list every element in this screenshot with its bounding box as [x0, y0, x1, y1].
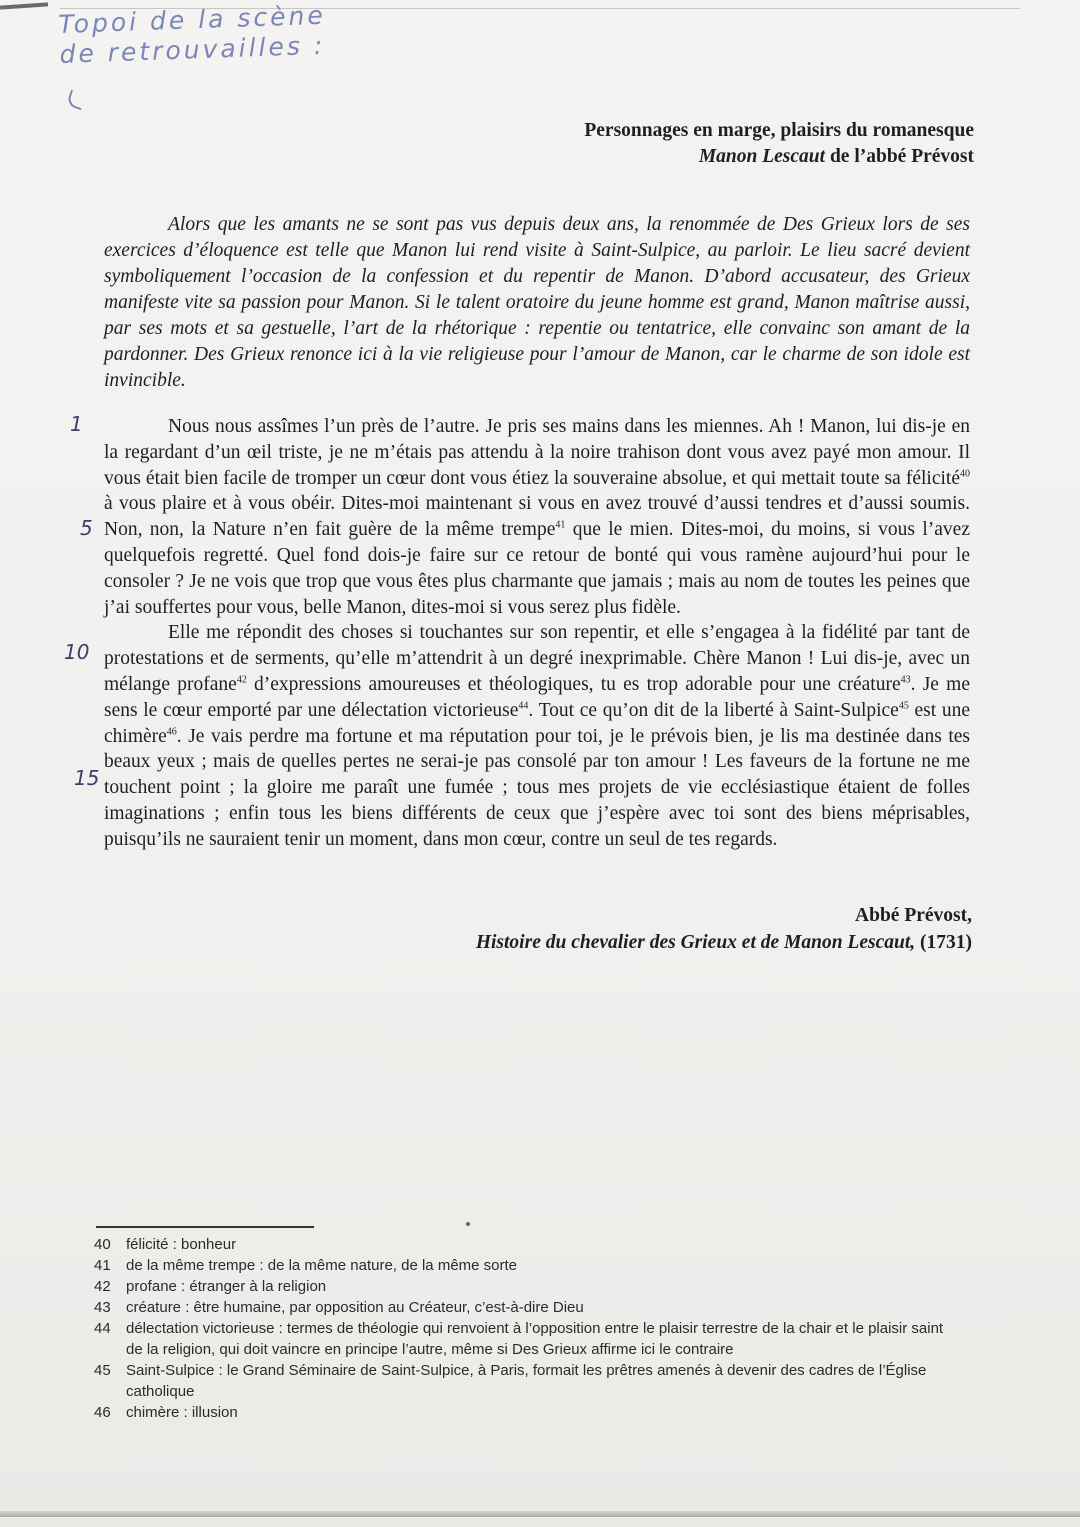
excerpt-text-run: que le mien. Dites-moi, du moins, si vous l’avez quelquefois regretté. Quel fond dois-je faire sur ce retour de bonté qui vous ramène aujourd’hui pour le consoler ? Je ne vois que trop que vous êtes plus charmante que jamais ; mais au nom de toutes les peines que j’ai souffertes pour vous, belle Manon, dites-moi si vous serez plus fidèle.: [104, 519, 970, 618]
excerpt-text: [104, 414, 970, 853]
excerpt-text-run: . Je vais perdre ma fortune et ma réputation pour toi, je le prévois bien, je lis ma destinée dans tes beaux yeux ; mais de quelles pertes ne serai-je pas consolé par ton amour ! Les faveurs de la fortune ne me touchent point ; la gloire me paraît une fumée ; tous mes projets de vie ecclésiastique étaient de folles imaginations ; enfin tous les biens différents de ceux que j’espère avec toi sont des biens méprisables, puisqu’ils ne sauraient tenir un moment, dans mon cœur, contre un seul de tes regards.: [104, 725, 970, 850]
excerpt-text-run: est une chimère: [104, 699, 971, 747]
footnote-ref: 45: [898, 700, 909, 712]
footnote-item: [94, 1276, 954, 1297]
line-number-5: 5: [80, 516, 93, 540]
footnote-item: [94, 1402, 954, 1423]
footnote-item: [94, 1255, 954, 1276]
document-header: [584, 118, 974, 170]
footnote-ref: 44: [518, 700, 529, 712]
attribution-book: [476, 929, 972, 956]
footnote-number: 40: [94, 1236, 111, 1253]
footnote-number: 41: [94, 1257, 111, 1274]
footnote-text: profane : étranger à la religion: [126, 1278, 327, 1295]
source-attribution: [476, 902, 972, 956]
intro-paragraph: Alors que les amants ne se sont pas vus depuis deux ans, la renommée de Des Grieux lors de ses exercices d’éloquence est telle que Manon lui rend visite à Saint-Sulpice, au parloir. Le lieu sacré devient symboliquement l’occasion de la confession et du repentir de Manon. D’abord accusateur, des Grieux manifeste vite sa passion pour Manon. Si le talent oratoire du jeune homme est grand, Manon maîtrise aussi, par ses mots et sa gestuelle, l’art de la rhétorique : repentie ou tentatrice, elle convainc son amant de la pardonner. Des Grieux renonce ici à la vie religieuse pour l’amour de Manon, car le charme de son idole est invincible.: [104, 214, 970, 391]
header-theme: Personnages en marge, plaisirs du romanesque: [584, 120, 974, 141]
footnote-ref: 41: [555, 519, 566, 531]
excerpt-text-run: Nous nous assîmes l’un près de l’autre. Je pris ses mains dans les miennes. Ah ! Manon, lui dis-je en la regardant d’un œil triste, je ne m’étais pas attendu à la noire trahison dont vous avez payé mon amour. Il vous était bien facile de tromper un cœur dont vous étiez la souveraine absolue, et qui mettait toute sa félicité: [104, 416, 970, 489]
excerpt-text-run: à vous plaire et à vous obéir. Dites-moi maintenant si vous en avez trouvé d’aussi tendres et d’aussi soumis. Non, non, la Nature n’en fait guère de la même trempe: [104, 493, 970, 541]
attribution-author: Abbé Prévost,: [855, 905, 972, 926]
footnote-text: créature : être humaine, par opposition au Créateur, c’est-à-dire Dieu: [126, 1299, 584, 1316]
footnote-item: [94, 1234, 954, 1255]
header-work-author: de l’abbé Prévost: [825, 146, 974, 167]
handwritten-note: [58, 0, 480, 70]
page-corner-mark: [0, 2, 48, 9]
excerpt-paragraph-1: [104, 414, 970, 620]
footnote-text: chimère : illusion: [126, 1404, 238, 1421]
attribution-book-title: Histoire du chevalier des Grieux et de Manon Lescaut,: [475, 932, 916, 953]
scan-speck: [466, 1222, 470, 1226]
line-number-1: 1: [70, 412, 83, 436]
footnote-ref: 42: [236, 674, 247, 686]
footnote-number: 45: [94, 1362, 111, 1379]
footnote-ref: 40: [960, 468, 970, 480]
footnotes: [94, 1234, 954, 1423]
excerpt-text-run: d’expressions amoureuses et théologiques, tu es trop adorable pour une créature: [246, 673, 901, 695]
line-number-10: 10: [64, 640, 90, 664]
footnote-text: félicité : bonheur: [126, 1236, 237, 1253]
footnote-text: Saint-Sulpice : le Grand Séminaire de Saint-Sulpice, à Paris, formait les prêtres amenés à devenir des cadres de l’Église catholique: [126, 1362, 927, 1400]
footnote-text: de la même trempe : de la même nature, de la même sorte: [126, 1257, 518, 1274]
footnote-number: 46: [94, 1404, 111, 1421]
excerpt-text-run: . Tout ce qu’on dit de la liberté à Saint-Sulpice: [528, 699, 899, 721]
page-bottom-edge: [0, 1511, 1080, 1517]
header-work: [584, 144, 974, 170]
footnote-ref: 46: [166, 726, 177, 738]
footnote-number: 42: [94, 1278, 111, 1295]
handwritten-note-line2: de retrouvailles :: [59, 30, 326, 69]
footnote-item: [94, 1318, 954, 1360]
footnote-separator: [96, 1226, 314, 1228]
excerpt-paragraph-2: [104, 620, 970, 852]
excerpt-text-run: Elle me répondit des choses si touchantes sur son repentir, et elle s’engagea à la fidélité par tant de protestations et de serments, qu’elle m’attendrit à un degré inexprimable. Chère Manon ! Lui dis-je, avec un mélange profane: [104, 622, 970, 695]
line-number-15: 15: [74, 766, 100, 790]
footnote-text: délectation victorieuse : termes de théologie qui renvoient à l’opposition entre le plaisir terrestre de la chair et le plaisir saint de la religion, qui doit vaincre en principe l’autre, même si Des Grieux affirme ici le contraire: [126, 1320, 944, 1358]
footnote-ref: 43: [900, 674, 911, 686]
handwritten-mark: [66, 90, 87, 111]
footnote-number: 44: [94, 1320, 111, 1337]
handwritten-note-line1: Topoi de la scène: [58, 0, 327, 39]
excerpt-text-run: . Je me sens le cœur emporté par une délectation victorieuse: [104, 673, 970, 721]
attribution-year: (1731): [915, 932, 972, 953]
header-work-title: Manon Lescaut: [698, 146, 826, 167]
footnote-number: 43: [94, 1299, 111, 1316]
footnote-item: [94, 1297, 954, 1318]
footnote-item: [94, 1360, 954, 1402]
